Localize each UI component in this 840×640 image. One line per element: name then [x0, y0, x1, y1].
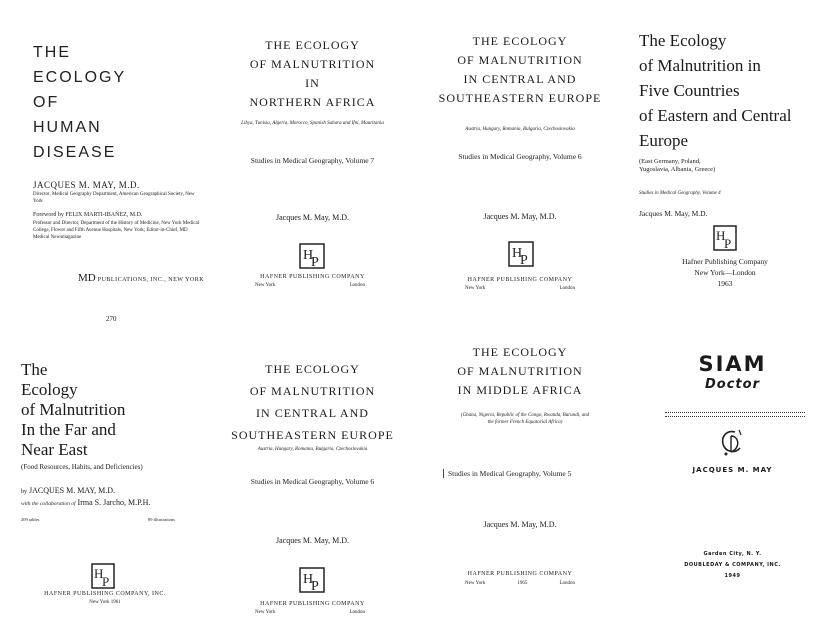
title-line: ECOLOGY [33, 69, 127, 86]
title-line: OF MALNUTRITION [457, 364, 583, 378]
location-right: London [349, 283, 365, 288]
title-line: THE ECOLOGY [472, 345, 568, 359]
title-line: In the Far and [21, 420, 116, 439]
collaborator-name: Irma S. Jarcho, M.P.H. [77, 498, 151, 507]
series-line: Studies in Medical Geography, Volume 6 [250, 477, 375, 486]
book-title [21, 360, 125, 460]
book-title [415, 343, 625, 400]
svg-text:P: P [102, 574, 110, 589]
publisher-location: Garden City, N. Y. [703, 551, 762, 557]
author: Jacques M. May, M.D. [483, 212, 557, 221]
publisher: HAFNER PUBLISHING COMPANY, INC. [44, 591, 166, 597]
title-line: Near East [21, 440, 88, 459]
hafner-logo-icon [90, 562, 116, 590]
series-line: Studies in Medical Geography, Volume 4 [639, 191, 721, 196]
publication-year: 1965 [517, 581, 528, 586]
title-line: IN [305, 76, 320, 90]
series-line: Studies in Medical Geography, Volume 6 [458, 152, 582, 161]
title-page-central-se-europe [415, 0, 625, 340]
title-line: of Malnutrition in [639, 56, 761, 75]
author: Jacques M. May, M.D. [275, 213, 350, 222]
subtitle: Austria, Hungary, Romania, Bulgaria, Czechoslovakia [465, 127, 575, 132]
title-page-northern-africa [210, 0, 415, 340]
hafner-logo-icon [507, 240, 535, 268]
publisher-locations: New York—London [694, 268, 756, 277]
book-title [639, 28, 791, 153]
publisher-name: PUBLICATIONS, INC., NEW YORK [97, 277, 205, 283]
svg-text:H: H [303, 248, 314, 263]
dotted-divider [665, 412, 805, 417]
title-line: IN MIDDLE AFRICA [457, 383, 583, 397]
title-page-siam-doctor [625, 340, 840, 640]
location-right: London [559, 581, 575, 586]
publisher: HAFNER PUBLISHING COMPANY [467, 571, 573, 577]
title-page-human-disease [0, 0, 210, 340]
author: Jacques M. May, M.D. [483, 520, 557, 529]
book-title-second-line: Doctor [705, 377, 760, 392]
foreword-affiliation: Professor and Director, Department of the History of Medicine, New York Medical College, Flower and Fifth Avenue Hospitals, New York; Editor-in-Chief, MD Medical Newsmagazine [33, 221, 200, 240]
location-left: New York [465, 286, 486, 291]
title-line: of Eastern and Central [639, 106, 792, 125]
title-line: The Ecology [639, 31, 727, 50]
location-left: New York [255, 610, 276, 615]
svg-text:P: P [311, 255, 319, 270]
title-line: DISEASE [33, 144, 117, 161]
collaborator [21, 498, 150, 507]
series-line: Studies in Medical Geography, Volume 7 [250, 156, 375, 165]
title-page-central-se-europe-2 [210, 340, 415, 640]
subtitle: (Food Resources, Habits, and Deficiencies) [21, 463, 143, 471]
collaborator-prefix: with the collaboration of [21, 501, 76, 507]
hafner-logo-icon [298, 242, 326, 270]
publisher [665, 256, 785, 289]
publisher-locations [255, 610, 365, 615]
publication-year: 1949 [724, 573, 741, 579]
svg-text:P: P [520, 253, 528, 268]
author-name: JACQUES M. MAY, M.D. [29, 486, 116, 495]
svg-text:H: H [716, 228, 726, 243]
doubleday-logo-icon [717, 426, 747, 458]
book-title [210, 36, 415, 112]
publisher: HAFNER PUBLISHING COMPANY [260, 274, 365, 280]
subtitle: Libya, Tunisia, Algeria, Morocco, Spanish Sahara and Ifni, Mauritania [241, 121, 384, 126]
hafner-logo-icon [712, 224, 738, 252]
hafner-logo-icon [298, 566, 326, 594]
author: Jacques M. May, M.D. [639, 209, 708, 218]
title-page-middle-africa [415, 340, 625, 640]
author-affiliation: Director, Medical Geography Department, American Geographical Society, New York [33, 192, 195, 204]
table-count: 209 tables [21, 517, 40, 522]
title-line: Europe [639, 131, 689, 150]
title-line: NORTHERN AFRICA [249, 95, 376, 109]
subtitle: (East Germany, Poland, Yugoslavia, Albania, Greece) [639, 158, 716, 173]
author: Jacques M. May, M.D. [275, 536, 350, 545]
location-right: London [349, 610, 365, 615]
title-line: THE ECOLOGY [265, 362, 360, 376]
title-line: OF MALNUTRITION [249, 57, 376, 71]
author [21, 486, 115, 495]
title-line: of Malnutrition [21, 400, 126, 419]
page-number: 270 [106, 315, 117, 323]
title-line: THE ECOLOGY [472, 34, 568, 48]
book-title [415, 32, 625, 108]
svg-text:H: H [512, 246, 523, 261]
title-line: SOUTHEASTERN EUROPE [231, 428, 394, 442]
series-line: Studies in Medical Geography, Volume 5 [443, 469, 571, 478]
title-line: THE ECOLOGY [265, 38, 360, 52]
publisher [78, 272, 204, 284]
author-prefix: by [21, 489, 27, 495]
publisher-locations [255, 283, 365, 288]
title-line: SOUTHEASTERN EUROPE [438, 91, 602, 105]
author: JACQUES M. MAY [692, 466, 773, 474]
publisher: HAFNER PUBLISHING COMPANY [467, 277, 573, 283]
book-title [210, 358, 415, 446]
title-line: IN CENTRAL AND [256, 406, 369, 420]
title-line: IN CENTRAL AND [463, 72, 577, 86]
author: JACQUES M. MAY, M.D. [33, 180, 140, 190]
title-line: Ecology [21, 380, 78, 399]
publication-year: 1963 [717, 279, 733, 288]
svg-text:H: H [303, 572, 314, 587]
publisher-name: Hafner Publishing Company [682, 257, 768, 266]
title-line: Five Countries [639, 81, 740, 100]
title-line: THE [33, 44, 71, 61]
subtitle: Austria, Hungary, Romania, Bulgaria, Czechoslovakia [257, 447, 368, 452]
svg-text:H: H [94, 566, 104, 581]
foreword-credit: Foreword by FELIX MARTI-IBAÑEZ, M.D. [33, 212, 143, 218]
title-line: OF [33, 94, 60, 111]
publisher-location: New York 1961 [89, 600, 121, 605]
svg-text:P: P [724, 236, 732, 251]
location-left: New York [465, 581, 486, 586]
book-title [33, 40, 126, 165]
publisher [625, 549, 840, 582]
publisher-locations [465, 286, 575, 291]
title-page-five-countries [625, 0, 840, 340]
publisher-name: DOUBLEDAY & COMPANY, INC. [684, 562, 781, 568]
illustration-count: 89 illustrations [148, 517, 175, 522]
title-line: OF MALNUTRITION [457, 53, 583, 67]
title-line: The [21, 360, 48, 379]
title-line: OF MALNUTRITION [249, 384, 376, 398]
subtitle: (Ghana, Nigeria, Republic of the Congo, Rwanda, Burundi, and the former French Equatorial Africa) [460, 413, 590, 425]
location-right: London [559, 286, 575, 291]
publisher: HAFNER PUBLISHING COMPANY [260, 601, 365, 607]
book-title: SIAM [698, 352, 767, 376]
publisher-mark: MD [78, 272, 96, 284]
title-page-far-near-east [0, 340, 210, 640]
svg-text:P: P [311, 579, 319, 594]
location-left: New York [255, 283, 276, 288]
title-line: HUMAN [33, 119, 102, 136]
publisher-locations [465, 581, 575, 586]
